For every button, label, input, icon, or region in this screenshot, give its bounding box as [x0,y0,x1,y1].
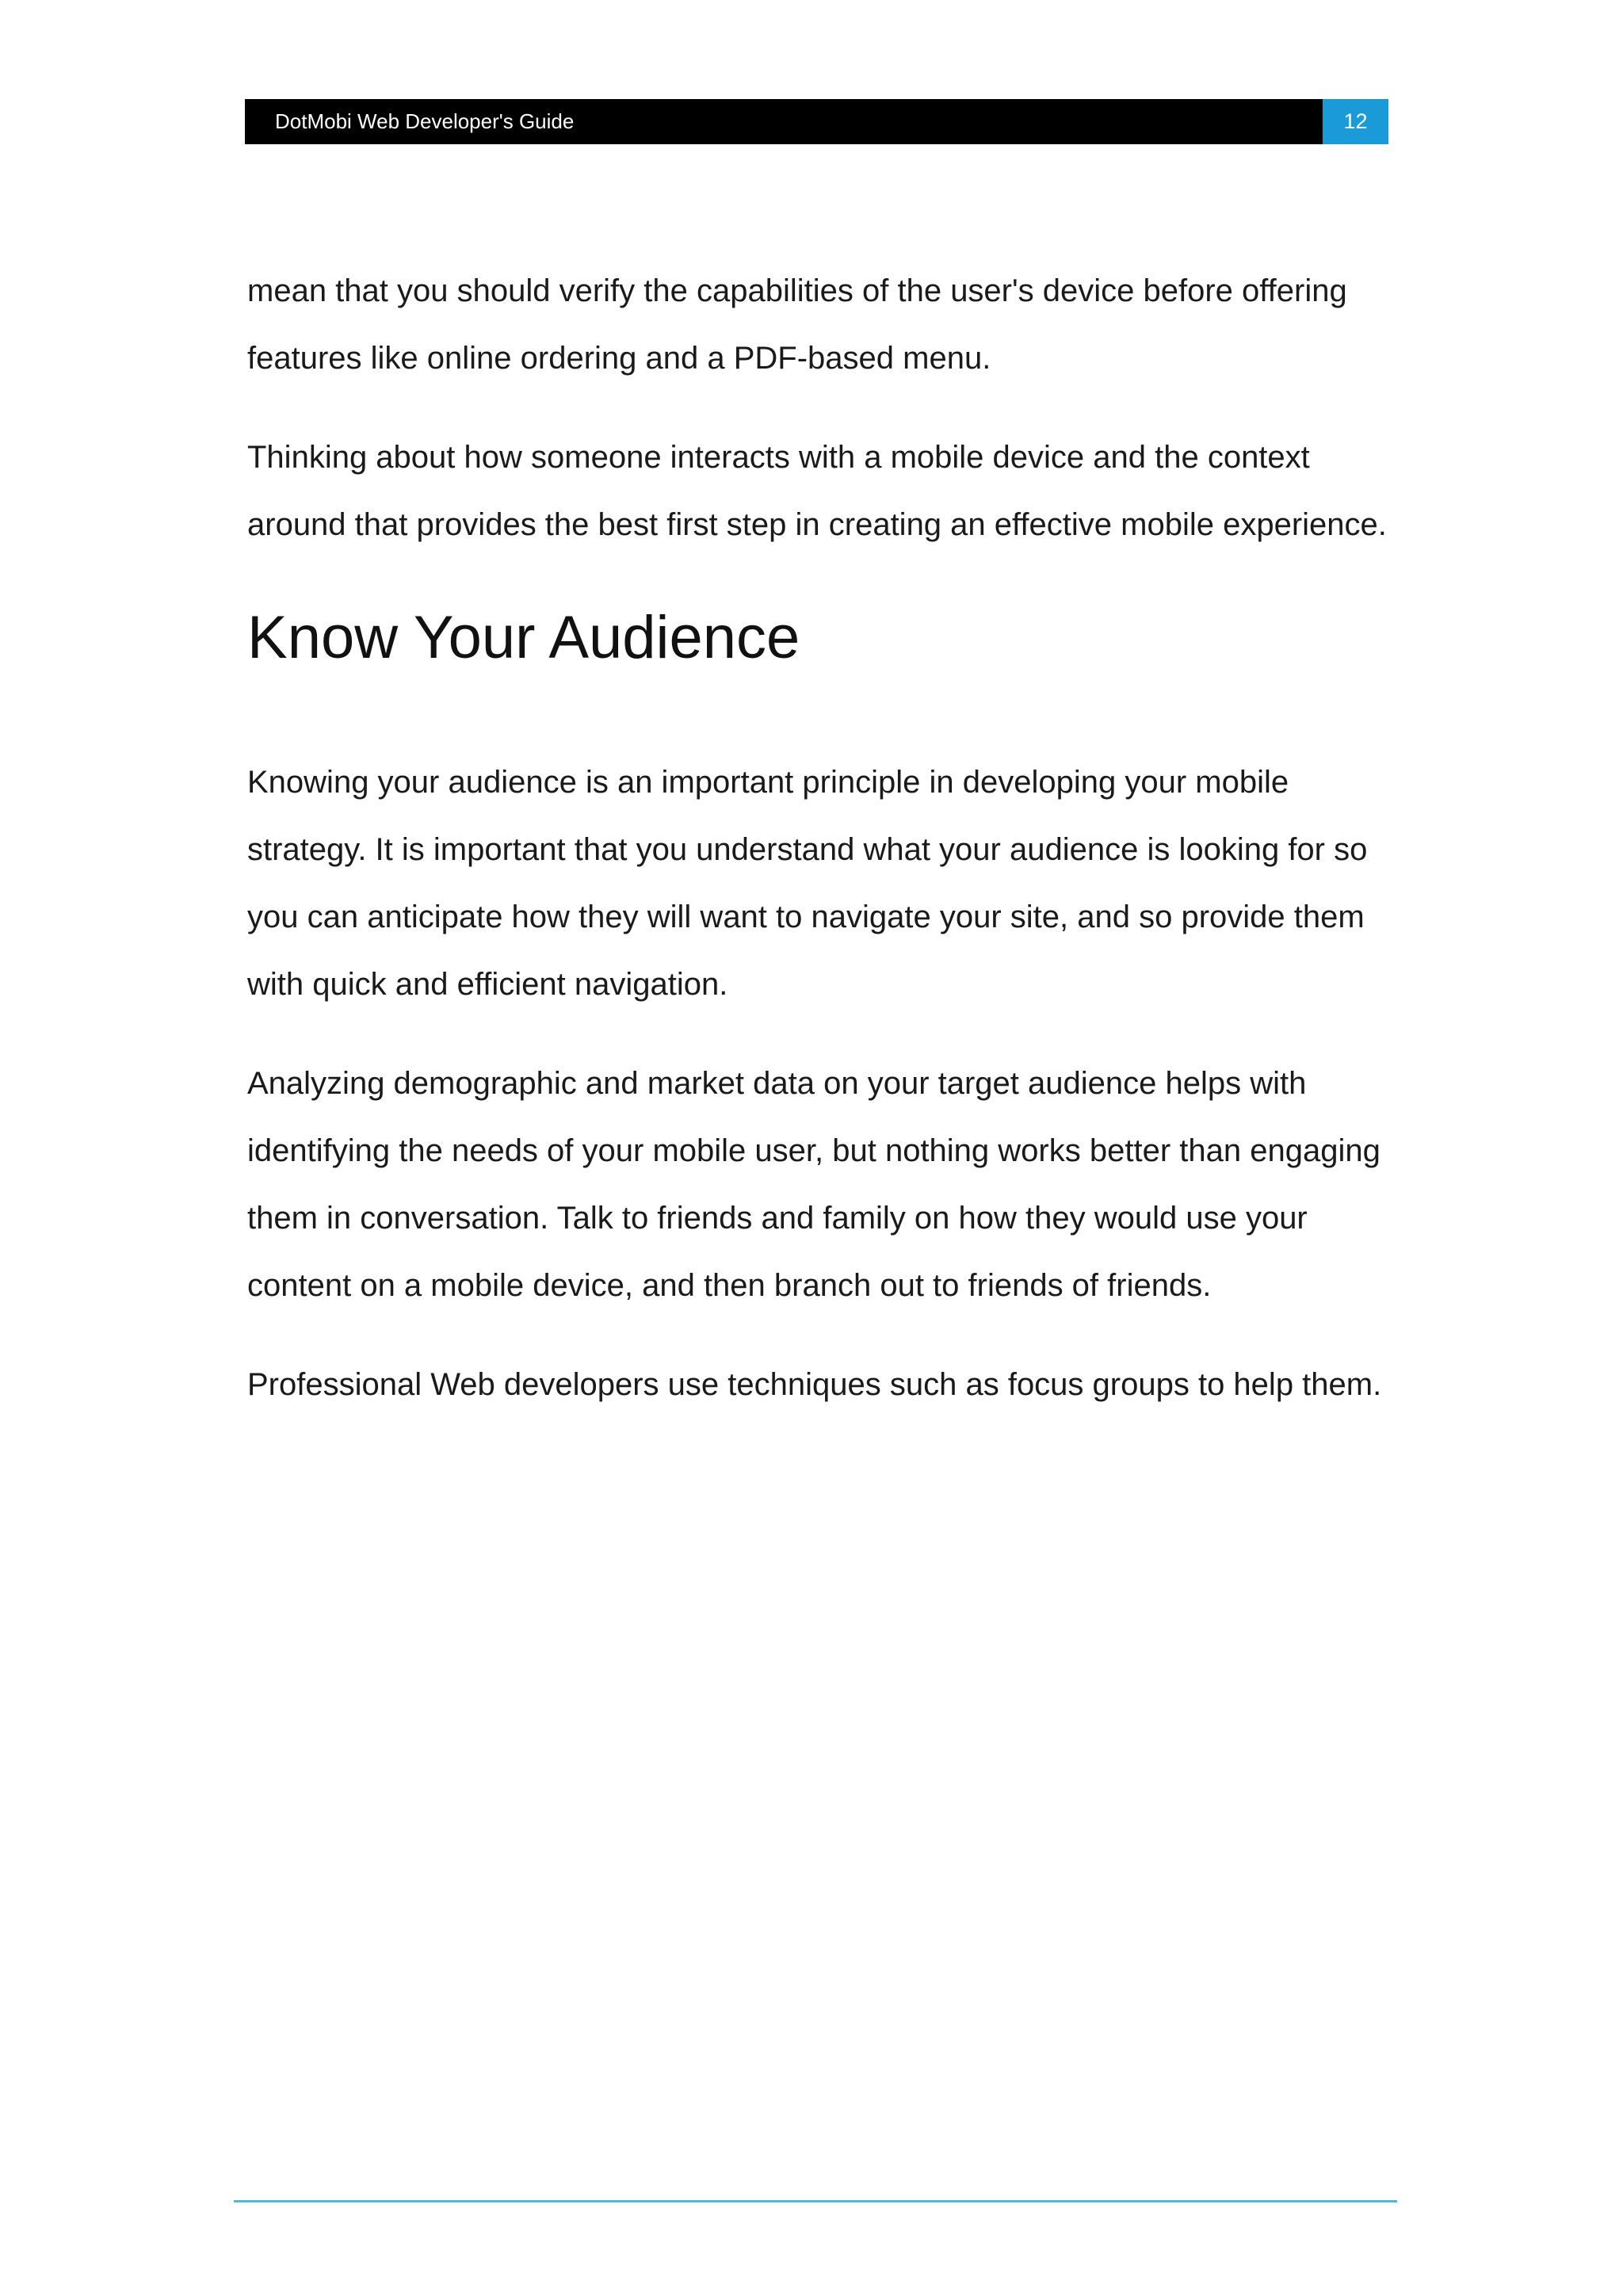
paragraph-demographics: Analyzing demographic and market data on your target audience helps with identifying the needs of your mobile user, but nothing works better than engaging them in conversation. Talk to friends and family on how they would use your content on a mobile device, and then branch out to friends of friends. [247,1066,1381,1303]
page-body [247,258,1396,1450]
paragraph-audience-intro: Knowing your audience is an important principle in developing your mobile strategy. It is important that you understand what your audience is looking for so you can anticipate how they will want to navigate your site, and so provide them with quick and efficient navigation. [247,765,1368,1002]
running-header [245,99,1388,144]
paragraph-continuation: mean that you should verify the capabilities of the user's device before offering features like online ordering and a PDF-based menu. [247,273,1347,376]
paragraph-context: Thinking about how someone interacts with a mobile device and the context around that provides the best first step in creating an effective mobile experience. [247,440,1387,542]
document-title: DotMobi Web Developer's Guide [275,109,575,133]
page-number-badge: 12 [1323,99,1388,144]
paragraph-focus-groups: Professional Web developers use techniques such as focus groups to help them. [247,1367,1382,1402]
footer-divider [234,2200,1397,2202]
section-heading: Know Your Audience [247,604,800,671]
